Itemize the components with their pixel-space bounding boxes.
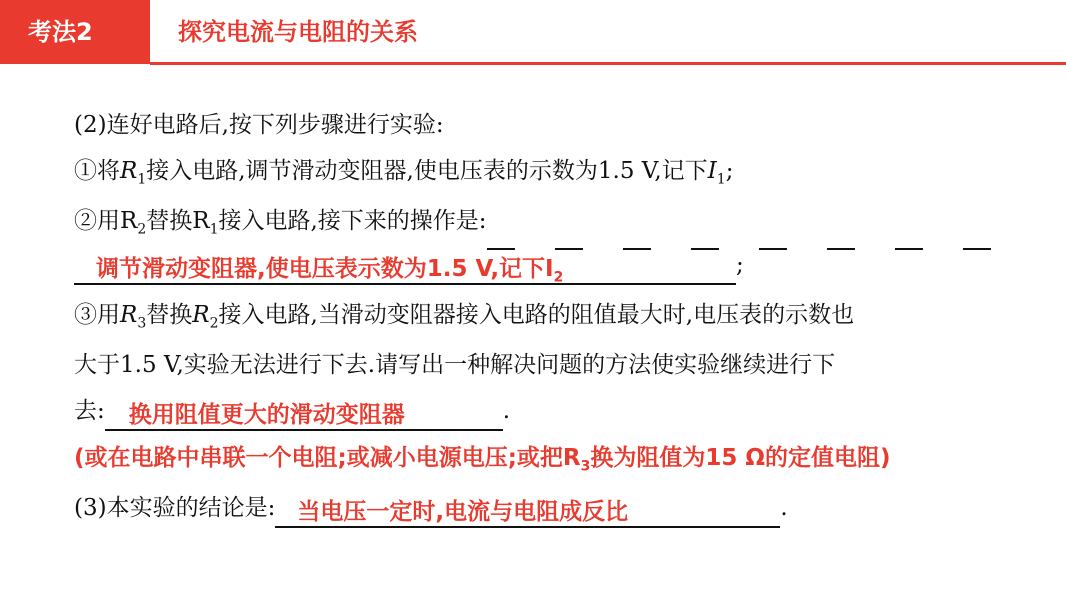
page-title: 探究电流与电阻的关系 (178, 18, 418, 46)
q2-step1: ①将$R_1$接入电路,调节滑动变阻器,使电压表的示数为1.5 V,记下$I_1$; (74, 158, 734, 188)
q2-intro: (2)连好电路后,按下列步骤进行实验: (74, 112, 444, 138)
step3-alt-answer: (或在电路中串联一个电阻;或减小电源电压;或把$R_3$换为阻值为15 Ω的定值电阻) (74, 445, 891, 475)
section-tag: 考法2 (0, 0, 150, 64)
q2-step3-line2: 大于1.5 V,实验无法进行下去.请写出一种解决问题的方法使实验继续进行下 (74, 352, 836, 378)
header-bar (0, 0, 1066, 66)
answer-blank (74, 251, 736, 285)
step3-answer: 换用阻值更大的滑动变阻器 (128, 402, 405, 428)
q2-step2: ②用$R_2$替换$R_1$接入电路,接下来的操作是: (74, 201, 991, 241)
answer-blank (105, 397, 503, 431)
q2-step2-answer-line: 调节滑动变阻器,使电压表示数为1.5 V,记下$I_2$ ; (74, 245, 744, 285)
header-divider (150, 62, 1066, 65)
q2-step3: ③用$R_3$替换$R_2$接入电路,当滑动变阻器接入电路的阻值最大时,电压表的示数也 (74, 302, 855, 332)
step2-answer: 调节滑动变阻器,使电压表示数为1.5 V,记下$I_2$ (96, 256, 564, 286)
q3-answer: 当电压一定时,电流与电阻成反比 (297, 499, 629, 525)
q2-step3-line3: 去: 换用阻值更大的滑动变阻器 . (74, 391, 510, 431)
answer-blank (275, 494, 780, 528)
q3-line: (3)本实验的结论是: 当电压一定时,电流与电阻成反比 . (74, 488, 788, 528)
